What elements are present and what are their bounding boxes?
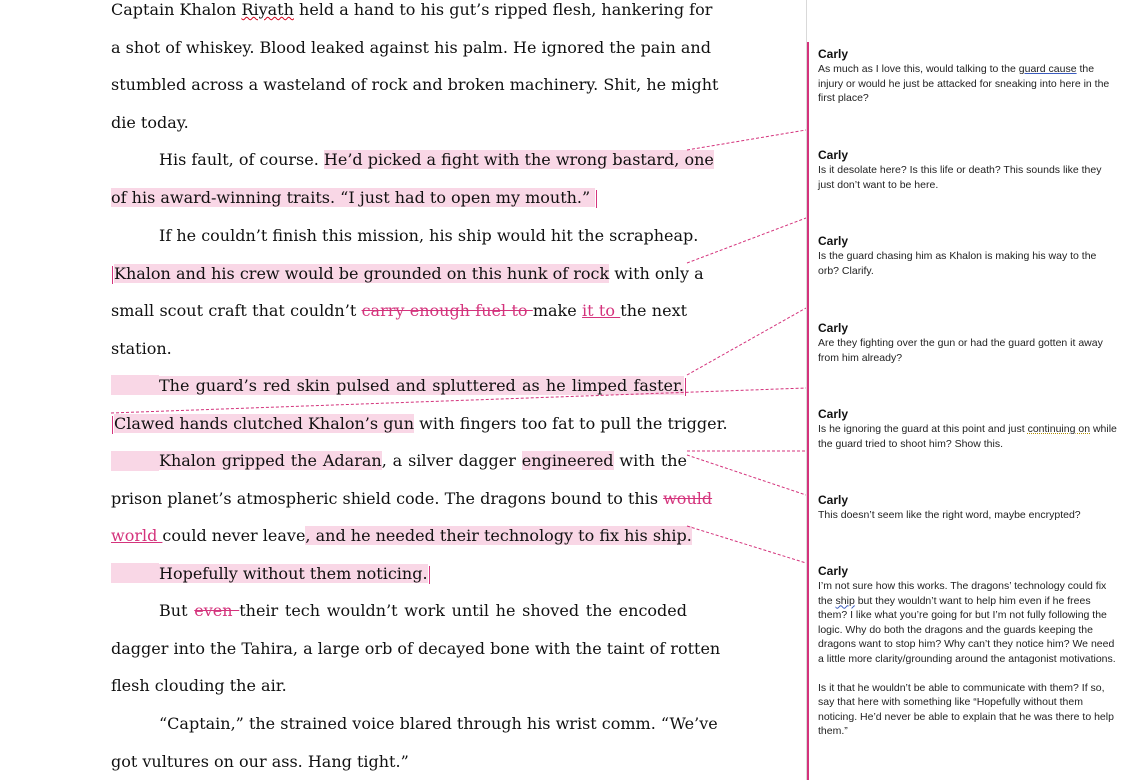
comment-text bbox=[818, 579, 1118, 667]
comment-text-run: As much as I love this, would talking to the bbox=[818, 63, 1019, 75]
comment-balloon[interactable] bbox=[818, 563, 1118, 739]
commented-text: Khalon gripped the Adaran bbox=[159, 451, 382, 470]
comment-text-run: Is it desolate here? Is this life or death? This sounds like they just don’t want to be here. bbox=[818, 164, 1102, 191]
text-run: could never leave bbox=[162, 526, 306, 545]
comment-text-run: continuing on bbox=[1027, 423, 1091, 435]
text-run: small scout craft that couldn’t bbox=[111, 301, 362, 320]
tracked-insertion: world bbox=[111, 526, 163, 545]
text-run: Captain Khalon bbox=[111, 0, 242, 19]
comment-balloon[interactable] bbox=[818, 406, 1118, 451]
connector-line bbox=[687, 218, 806, 263]
comment-text bbox=[818, 508, 1118, 523]
comment-text-run: while the guard tried to shoot him? Show this. bbox=[818, 423, 1117, 450]
comment-author: Carly bbox=[818, 234, 849, 248]
connector-line bbox=[687, 455, 806, 495]
text-run: with the bbox=[613, 451, 688, 470]
tracked-deletion: carry enough fuel to bbox=[361, 301, 533, 320]
connector-line bbox=[687, 526, 806, 563]
commented-text: Hopefully without them noticing. bbox=[159, 564, 428, 583]
tracked-deletion: would bbox=[663, 489, 713, 508]
comment-text-run: Is the guard chasing him as Khalon is making his way to the orb? Clarify. bbox=[818, 250, 1097, 277]
text-run: with only a bbox=[609, 264, 704, 283]
text-run: “Captain,” the strained voice blared through his wrist comm. “We’ve bbox=[159, 714, 718, 733]
comment-balloon[interactable] bbox=[818, 46, 1118, 106]
comment-text bbox=[818, 62, 1118, 106]
comment-text bbox=[818, 249, 1118, 278]
tracked-insertion: it to bbox=[582, 301, 621, 320]
comment-text-run: the injury or would he just be attacked for sneaking into here in the first place? bbox=[818, 63, 1110, 105]
text-run: flesh clouding the air. bbox=[111, 676, 287, 695]
comment-text bbox=[818, 422, 1118, 451]
text-run: got vultures on our ass. Hang tight.” bbox=[111, 752, 409, 771]
text-run: But bbox=[159, 601, 195, 620]
text-run: with fingers too fat to pull the trigger. bbox=[414, 414, 728, 433]
commented-text: engineered bbox=[521, 451, 614, 470]
connector-line bbox=[687, 308, 806, 375]
tracked-deletion: even bbox=[194, 601, 240, 620]
commented-text: , and he needed their technology to fix his ship. bbox=[305, 526, 692, 545]
commented-text: of his award-winning traits. “I just had to open my mouth.” bbox=[111, 188, 596, 207]
comment-text bbox=[818, 681, 1118, 739]
comments-pane[interactable] bbox=[809, 0, 1128, 780]
comment-author: Carly bbox=[818, 47, 849, 61]
comment-text-run: ship bbox=[835, 594, 855, 607]
commented-text: Khalon and his crew would be grounded on this hunk of rock bbox=[114, 264, 610, 283]
comment-text-run: Are they fighting over the gun or had the guard gotten it away from him already? bbox=[818, 337, 1103, 364]
text-run: If he couldn’t finish this mission, his ship would hit the scrapheap. bbox=[159, 226, 699, 245]
text-run: make bbox=[532, 301, 583, 320]
text-run: dagger into the Tahira, a large orb of decayed bone with the taint of rotten bbox=[111, 639, 721, 658]
text-run: a shot of whiskey. Blood leaked against his palm. He ignored the pain and bbox=[111, 38, 711, 57]
connector-line bbox=[111, 388, 806, 413]
text-run: die today. bbox=[111, 113, 189, 132]
connector-line bbox=[687, 130, 806, 150]
text-run: stumbled across a wasteland of rock and broken machinery. Shit, he might bbox=[111, 75, 719, 94]
comment-author: Carly bbox=[818, 148, 849, 162]
text-run: prison planet’s atmospheric shield code. The dragons bound to this bbox=[111, 489, 664, 508]
comment-balloon[interactable] bbox=[818, 492, 1118, 523]
comment-text bbox=[818, 163, 1118, 192]
text-run: station. bbox=[111, 339, 172, 358]
comment-balloon[interactable] bbox=[818, 233, 1118, 278]
comment-author: Carly bbox=[818, 564, 849, 578]
comment-text bbox=[818, 336, 1118, 365]
commented-text: The guard’s red skin pulsed and spluttered as he limped faster. bbox=[159, 376, 684, 395]
commented-text: He’d picked a fight with the wrong bastard, one bbox=[323, 150, 714, 169]
text-run: the next bbox=[620, 301, 688, 320]
comment-author: Carly bbox=[818, 321, 849, 335]
comment-balloon[interactable] bbox=[818, 320, 1118, 365]
text-run: held a hand to his gut’s ripped flesh, hankering for bbox=[293, 0, 713, 19]
comment-text-run: Is it that he wouldn’t be able to communicate with them? If so, say that here with something like “Hopefully without them noticing. He’d never be able to explain that he was there to help them.” bbox=[818, 681, 1114, 738]
comment-text-run: Is he ignoring the guard at this point and just bbox=[818, 423, 1028, 435]
comment-text-run: guard cause bbox=[1018, 63, 1077, 75]
text-run: His fault, of course. bbox=[159, 150, 324, 169]
comment-text-run: This doesn’t seem like the right word, maybe encrypted? bbox=[818, 509, 1081, 521]
spelling-error-text: Riyath bbox=[241, 0, 294, 19]
text-run: , a silver dagger bbox=[381, 451, 522, 470]
comment-text-run: but they wouldn’t want to help him even if he frees them? I like what you’re going for but I’m not fully following the logic. Why do both the dragons and the guards keeping the dragons want to stop him? Why can’t they notice him? We need a little more clarity/grounding around the antagonist motivations. bbox=[818, 594, 1116, 665]
text-run: their tech wouldn’t work until he shoved the encoded bbox=[239, 601, 688, 620]
commented-text: Clawed hands clutched Khalon’s gun bbox=[114, 414, 415, 433]
comment-text-run: I’m not sure how this works. The dragons’ technology could fix the bbox=[818, 580, 1107, 607]
comment-author: Carly bbox=[818, 407, 849, 421]
comment-author: Carly bbox=[818, 493, 849, 507]
comment-balloon[interactable] bbox=[818, 147, 1118, 192]
